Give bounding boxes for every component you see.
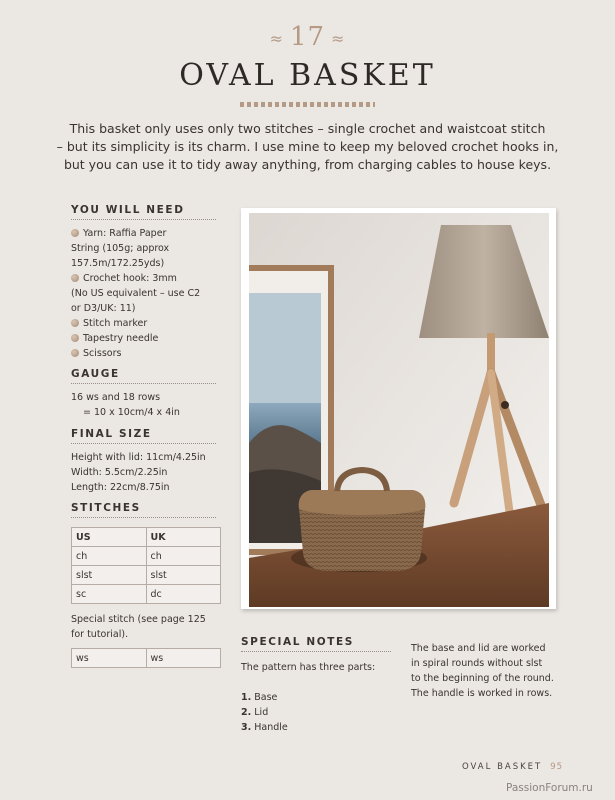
table-header-cell: US <box>72 528 147 547</box>
table-row <box>72 649 221 668</box>
notes-line: in spiral rounds without slst <box>411 658 543 669</box>
material-text: (No US equivalent – use C2 <box>71 288 201 299</box>
stitches-section <box>71 502 221 668</box>
material-text: Crochet hook: 3mm <box>83 273 177 284</box>
final-size-section <box>71 428 221 495</box>
notes-line: The handle is worked in rows. <box>411 688 553 699</box>
yarn-ball-bullet-icon <box>71 349 79 357</box>
page-footer <box>462 762 563 772</box>
section-heading: FINAL SIZE <box>71 428 216 444</box>
part-label: Handle <box>254 722 288 733</box>
page-number: 95 <box>550 762 564 772</box>
special-notes-intro: The pattern has three parts: <box>241 662 376 673</box>
part-label: Base <box>254 692 278 703</box>
material-text: Tapestry needle <box>83 333 159 344</box>
section-heading: SPECIAL NOTES <box>241 636 391 652</box>
table-row <box>72 585 221 604</box>
table-cell: slst <box>146 566 221 585</box>
table-cell: sc <box>72 585 147 604</box>
material-text: Scissors <box>83 348 122 359</box>
section-heading: YOU WILL NEED <box>71 204 216 220</box>
wave-left-ornament: ≈ <box>269 28 284 48</box>
special-notes-section <box>241 636 391 735</box>
special-notes-details <box>411 641 571 701</box>
size-line: Width: 5.5cm/2.25in <box>71 467 168 478</box>
title-divider <box>240 102 375 107</box>
table-cell: ws <box>72 649 147 668</box>
material-text: String (105g; approx <box>71 243 170 254</box>
material-text: or D3/UK: 11) <box>71 303 136 314</box>
gauge-line: 16 ws and 18 rows <box>71 392 161 403</box>
table-cell: ch <box>146 547 221 566</box>
material-text: Yarn: Raffia Paper <box>83 228 167 239</box>
materials-list <box>71 226 221 361</box>
pattern-number-value: 17 <box>289 22 326 52</box>
material-item <box>71 301 221 316</box>
table-header-cell: UK <box>146 528 221 547</box>
gauge-section <box>71 368 221 420</box>
pattern-part <box>241 705 391 720</box>
special-stitch-table <box>71 648 221 668</box>
material-item <box>71 286 221 301</box>
table-row <box>72 547 221 566</box>
table-header-row <box>72 528 221 547</box>
section-heading: STITCHES <box>71 502 216 518</box>
basket-photo <box>249 213 549 607</box>
intro-line: – but its simplicity is its charm. I use mine to keep my beloved crochet hooks in, <box>56 139 559 154</box>
part-number: 2. <box>241 707 252 718</box>
material-item <box>71 226 221 241</box>
section-heading: GAUGE <box>71 368 216 384</box>
pattern-number <box>0 22 615 52</box>
intro-paragraph <box>50 120 565 174</box>
yarn-ball-bullet-icon <box>71 229 79 237</box>
notes-line: to the beginning of the round. <box>411 673 554 684</box>
special-stitch-note: for tutorial). <box>71 629 129 640</box>
intro-line: This basket only uses only two stitches – single crochet and waistcoat stitch <box>69 121 546 136</box>
page-title: OVAL BASKET <box>179 58 436 93</box>
size-line: Length: 22cm/8.75in <box>71 482 170 493</box>
material-item <box>71 256 221 271</box>
size-line: Height with lid: 11cm/4.25in <box>71 452 206 463</box>
wave-right-ornament: ≈ <box>331 28 346 48</box>
material-text: Stitch marker <box>83 318 148 329</box>
material-item <box>71 316 221 331</box>
table-row <box>72 566 221 585</box>
table-cell: slst <box>72 566 147 585</box>
material-item <box>71 271 221 286</box>
part-label: Lid <box>254 707 269 718</box>
material-text: 157.5m/172.25yds) <box>71 258 165 269</box>
intro-line: but you can use it to tidy away anything, from charging cables to house keys. <box>63 157 552 172</box>
material-item <box>71 331 221 346</box>
pattern-part <box>241 690 391 705</box>
special-stitch-note: Special stitch (see page 125 <box>71 614 206 625</box>
basket-photo-illustration <box>249 213 549 607</box>
material-item <box>71 241 221 256</box>
watermark: PassionForum.ru <box>506 782 593 794</box>
you-will-need-section <box>71 204 221 361</box>
part-number: 1. <box>241 692 252 703</box>
stitches-table <box>71 527 221 604</box>
pattern-part <box>241 720 391 735</box>
table-cell: ch <box>72 547 147 566</box>
material-item <box>71 346 221 361</box>
yarn-ball-bullet-icon <box>71 334 79 342</box>
table-cell: ws <box>146 649 221 668</box>
notes-line: The base and lid are worked <box>411 643 546 654</box>
table-cell: dc <box>146 585 221 604</box>
part-number: 3. <box>241 722 252 733</box>
yarn-ball-bullet-icon <box>71 319 79 327</box>
running-title: OVAL BASKET <box>462 762 543 772</box>
gauge-line: = 10 x 10cm/4 x 4in <box>83 407 180 418</box>
yarn-ball-bullet-icon <box>71 274 79 282</box>
